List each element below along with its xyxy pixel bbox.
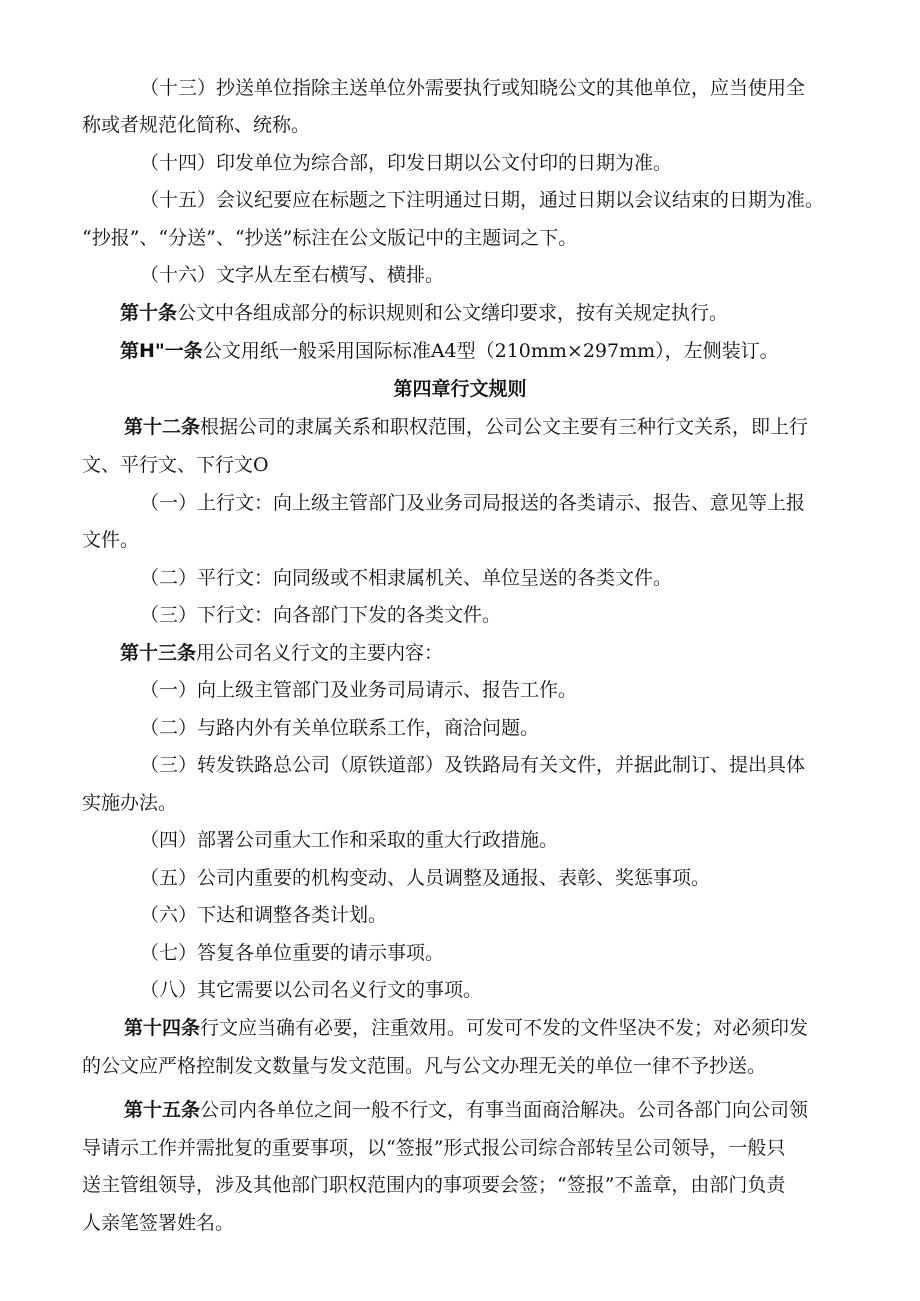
paragraph-line: 导请示工作并需批复的重要事项，以“签报”形式报公司综合部转呈公司领导，一般只 [82,1137,786,1159]
paragraph-line: 实施办法。 [82,792,178,814]
paragraph-line: （二）平行文：向同级或不相隶属机关、单位呈送的各类文件。 [140,567,673,589]
chapter-heading: 第四章行文规则 [393,378,527,400]
article-text: 公司内各单位之间一般不行文，有事当面商洽解决。公司各部门向公司领 [200,1099,809,1121]
article-number: 第十二条 [124,416,201,438]
article-text: 公文用纸一般采用国际标准A4型（210mm×297mm），左侧装订。 [202,340,779,362]
paragraph-line: （一）向上级主管部门及业务司局请示、报告工作。 [140,679,578,701]
paragraph-line: （八）其它需要以公司名义行文的事项。 [140,979,483,1001]
paragraph-line: “抄报”、“分送”、“抄送”标注在公文版记中的主题词之下。 [82,227,578,249]
paragraph-line: （一）上行文：向上级主管部门及业务司局报送的各类请示、报告、意见等上报 [140,492,806,514]
paragraph-line: 称或者规范化简称、统称。 [82,114,311,136]
article-13 [120,640,443,666]
paragraph-line: （十五）会议纪要应在标题之下注明通过日期，通过日期以会议结束的日期为准。 [140,189,825,211]
article-12 [124,414,808,440]
paragraph-line: 送主管组领导，涉及其他部门职权范围内的事项要会签；“签报”不盖章，由部门负责 [82,1174,786,1196]
paragraph-line: （四）部署公司重大工作和采取的重大行政措施。 [140,829,559,851]
article-number: 第H"一条 [120,340,203,362]
paragraph-line: （六）下达和调整各类计划。 [140,904,388,926]
article-text: 行文应当确有必要，注重效用。可发可不发的文件坚决不发；对必须印发 [200,1017,809,1039]
article-text: 公文中各组成部分的标识规则和公文缮印要求，按有关规定执行。 [177,302,729,324]
paragraph-line: （三）下行文：向各部门下发的各类文件。 [140,604,502,626]
article-number: 第十四条 [124,1017,201,1039]
paragraph-line: 文件。 [82,529,140,551]
paragraph-line: （二）与路内外有关单位联系工作，商洽问题。 [140,717,540,739]
paragraph-line: 人亲笔签署姓名。 [82,1212,235,1234]
paragraph-line: （十六）文字从左至右横写、横排。 [140,264,445,286]
article-text: 用公司名义行文的主要内容： [196,642,444,664]
article-number: 第十五条 [124,1099,201,1121]
paragraph-line: 的公文应严格控制发文数量与发文范围。凡与公文办理无关的单位一律不予抄送。 [82,1055,767,1077]
paragraph-line: （十三）抄送单位指除主送单位外需要执行或知晓公文的其他单位，应当使用全 [140,77,806,99]
article-10 [120,300,728,326]
paragraph-line: 文、平行文、下行文O [82,454,269,476]
article-11 [120,338,779,364]
paragraph-line: （十四）印发单位为综合部，印发日期以公文付印的日期为准。 [140,152,673,174]
paragraph-line: （三）转发铁路总公司（原铁道部）及铁路局有关文件，并据此制订、提出具体 [140,754,806,776]
article-14 [124,1015,808,1041]
article-number: 第十条 [120,302,178,324]
article-text: 根据公司的隶属关系和职权范围，公司公文主要有三种行文关系，即上行 [200,416,809,438]
article-15 [124,1097,808,1123]
paragraph-line: （七）答复各单位重要的请示事项。 [140,942,445,964]
paragraph-line: （五）公司内重要的机构变动、人员调整及通报、表彰、奖惩事项。 [140,867,711,889]
article-number: 第十三条 [120,642,197,664]
